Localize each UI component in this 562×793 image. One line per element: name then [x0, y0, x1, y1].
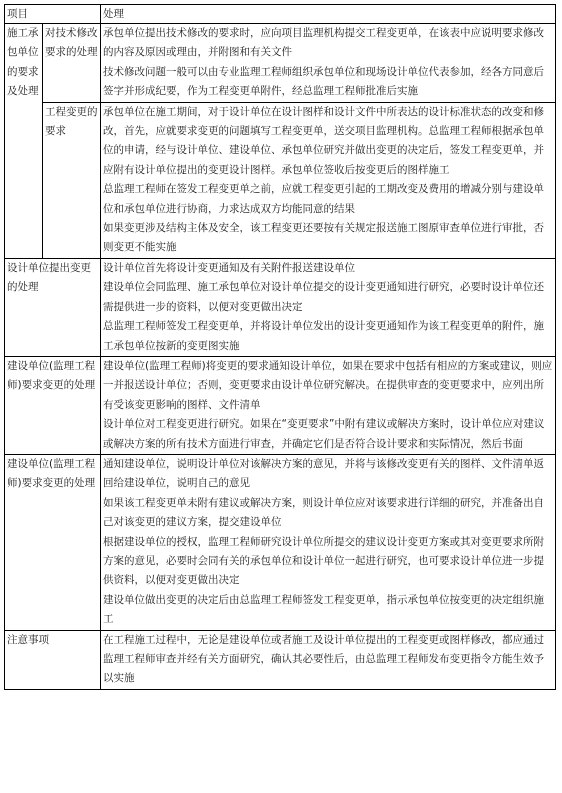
designer-line: 设计单位首先将设计变更通知及有关附件报送建设单位 — [103, 261, 355, 274]
owner2-content — [101, 454, 556, 630]
contractor-sub2-row — [5, 102, 556, 258]
header-item: 项目 — [5, 5, 101, 24]
contractor-section-label: 施工承包单位的要求及处理 — [5, 24, 43, 259]
owner2-line: 根据建设单位的授权，监理工程师研究设计单位所提交的建议设计变更方案或其对变更要求所附方案的意见，必要时会同有关的承包单位和设计单位一起进行研究，也可要求设计单位进一步提供资料，以便对变更做出决定 — [103, 535, 544, 587]
designer-row — [5, 258, 556, 356]
owner-row-1 — [5, 356, 556, 454]
owner2-line: 通知建设单位，说明设计单位对该解决方案的意见，并将与该修改变更有关的图样、文件清单返回给建设单位，说明自己的意见 — [103, 457, 544, 490]
contractor-sub2-line: 如果变更涉及结构主体及安全，该工程变更还要按有关规定报送施工图原审查单位进行审批，否则变更不能实施 — [103, 222, 544, 254]
owner-row-2 — [5, 454, 556, 630]
notes-line: 在工程施工过程中，无论是建设单位或者施工及设计单位提出的工程变更或图样修改，都应通过监理工程师审查并经有关方面研究，确认其必要性后，由总监理工程师发布变更指令方能生效予以实施 — [103, 633, 544, 685]
contractor-sub2-label: 工程变更的要求 — [43, 102, 101, 258]
notes-section-label: 注意事项 — [5, 630, 101, 689]
owner1-line: 设计单位对工程变更进行研究。如果在“变更要求”中附有建议或解决方案时，设计单位应对建议或解决方案的所有技术方面进行审查，并确定它们是否符合设计要求和实际情况，然后书面 — [103, 418, 545, 450]
designer-line: 建设单位会同监理、施工承包单位对设计单位提交的设计变更通知进行研究，必要时设计单位还需提供进一步的资料，以便对变更做出决定 — [103, 281, 544, 313]
header-row — [5, 5, 556, 24]
designer-section-label: 设计单位提出变更的处理 — [5, 258, 101, 356]
contractor-sub2-content — [101, 102, 556, 258]
owner1-line: 建设单位(监理工程师)将变更的要求通知设计单位，如果在要求中包括有相应的方案或建议，则应一并报送设计单位；否则，变更要求由设计单位研究解决。在提供审查的变更要求中，应列出所有受该变更影响的图样、文件清单 — [103, 359, 553, 411]
designer-line: 总监理工程师签发工程变更单，并将设计单位发出的设计变更通知作为该工程变更单的附件，施工承包单位按新的变更图实施 — [103, 320, 544, 352]
designer-content — [101, 258, 556, 356]
owner1-content — [101, 356, 556, 454]
contractor-sub1-label: 对技术修改要求的处理 — [43, 24, 101, 103]
owner1-section-label: 建设单位(监理工程师)要求变更的处理 — [5, 356, 101, 454]
contractor-sub1-line: 承包单位提出技术修改的要求时，应向项目监理机构提交工程变更单，在该表中应说明要求修改的内容及原因或理由，并附图和有关文件 — [103, 27, 544, 59]
owner2-line: 如果该工程变更单未附有建议或解决方案，则设计单位应对该要求进行详细的研究，并准备出自己对该变更的建议方案，提交建设单位 — [103, 496, 544, 529]
notes-row — [5, 630, 556, 689]
header-process: 处理 — [101, 5, 556, 24]
contractor-sub1-line: 技术修改问题一般可以由专业监理工程师组织承包单位和现场设计单位代表参加，经各方同意后签字并形成纪要，作为工程变更单附件，经总监理工程师批准后实施 — [103, 65, 544, 98]
owner2-section-label: 建设单位(监理工程师)要求变更的处理 — [5, 454, 101, 630]
engineering-change-table — [4, 4, 556, 690]
contractor-sub1-content — [101, 24, 556, 103]
owner2-line: 建设单位做出变更的决定后由总监理工程师签发工程变更单，指示承包单位按变更的决定组织施工 — [103, 593, 544, 626]
notes-content — [101, 630, 556, 689]
contractor-sub1-row — [5, 24, 556, 103]
contractor-sub2-line: 承包单位在施工期间，对于设计单位在设计图样和设计文件中所表达的设计标准状态的改变和修改，首先，应就要求变更的问题填写工程变更单，送交项目监理机构。总监理工程师根据承包单位的申请，经与设计单位、建设单位、承包单位研究并做出变更的决定后，签发工程变更单，并应附有设计单位提出的变更设计图样。承包单位签收后按变更后的图样施工 — [103, 105, 544, 176]
contractor-sub2-line: 总监理工程师在签发工程变更单之前，应就工程变更引起的工期改变及费用的增减分别与建设单位和承包单位进行协商，力求达成双方均能同意的结果 — [103, 183, 544, 215]
